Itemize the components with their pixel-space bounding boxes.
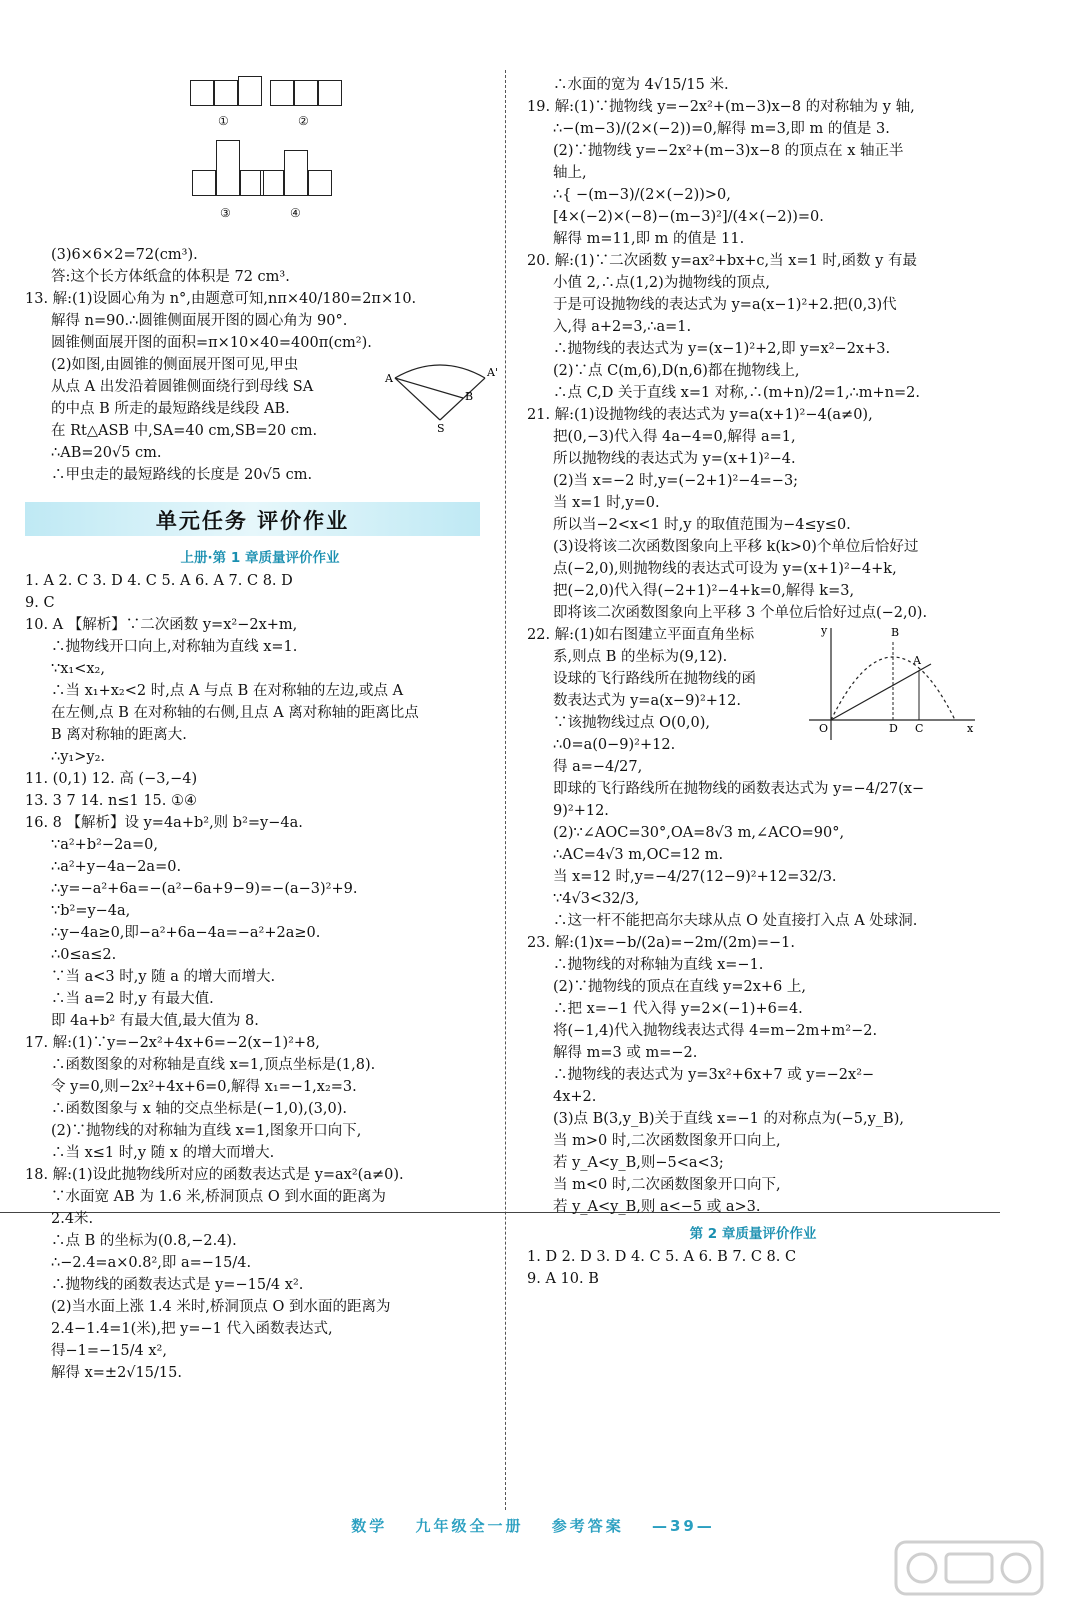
answer-line: (2)当 x=−2 时,y=(−2+1)²−4=−3; <box>553 473 799 489</box>
answer-line: ∴抛物线的函数表达式是 y=−15/4 x². <box>51 1277 304 1293</box>
answer-line: ∴y=−a²+6a=−(a²−6a+9−9)=−(a−3)²+9. <box>51 881 358 897</box>
answer-line: 若 y_A<y_B,则−5<a<3; <box>553 1155 724 1171</box>
answer-line: (3)设将该二次函数图象向上平移 k(k>0)个单位后恰好过 <box>553 539 919 555</box>
answer-line: ∴抛物线的表达式为 y=(x−1)²+2,即 y=x²−2x+3. <box>553 341 891 357</box>
answer-line: ∴−2.4=a×0.8²,即 a=−15/4. <box>51 1255 252 1271</box>
banner-title: 单元任务 评价作业 <box>155 509 350 533</box>
answer-line: ∴AC=4√3 m,OC=12 m. <box>553 847 724 863</box>
cone-unfolding-diagram <box>385 356 498 435</box>
answer-line: 11. (0,1) 12. 高 (−3,−4) <box>25 771 198 787</box>
answer-line: 令 y=0,则−2x²+4x+6=0,解得 x₁=−1,x₂=3. <box>51 1079 357 1095</box>
answer-line: ∴把 x=−1 代入得 y=2×(−1)+6=4. <box>553 1001 803 1017</box>
answer-line: 当 m<0 时,二次函数图象开口向下, <box>553 1177 781 1193</box>
answer-line: 10. A 【解析】∵二次函数 y=x²−2x+m, <box>25 617 298 633</box>
net-1 <box>190 80 270 106</box>
answer-line: 4x+2. <box>553 1089 597 1105</box>
answer-line: 所以抛物线的表达式为 y=(x+1)²−4. <box>553 451 796 467</box>
answer-line: 若 y_A<y_B,则 a<−5 或 a>3. <box>553 1199 761 1215</box>
answer-line: ∵x₁<x₂, <box>51 661 105 677</box>
footer-page-number: —39— <box>651 1517 715 1535</box>
answer-line: (2)∵抛物线 y=−2x²+(m−3)x−8 的顶点在 x 轴正半 <box>553 143 904 159</box>
answer-line: 轴上, <box>553 165 587 181</box>
answer-line: ∴a²+y−4a−2a=0. <box>51 859 182 875</box>
answer-line: ∴当 x₁+x₂<2 时,点 A 与点 B 在对称轴的左边,或点 A <box>51 683 404 699</box>
net-label-4: ④ <box>290 206 301 220</box>
problem-13-line: 13. 解:(1)设圆心角为 n°,由题意可知,nπ×40/180=2π×10. <box>25 291 417 307</box>
text-line: 在 Rt△ASB 中,SA=40 cm,SB=20 cm. <box>51 423 318 439</box>
left-column <box>25 74 498 1384</box>
answer-line: 所以当−2<x<1 时,y 的取值范围为−4≤y≤0. <box>553 517 851 533</box>
answer-line: 23. 解:(1)x=−b/(2a)=−2m/(2m)=−1. <box>527 935 796 951</box>
text-line: 圆锥侧面展开图的面积=π×10×40=400π(cm²). <box>51 335 372 351</box>
svg-text:B: B <box>465 390 474 403</box>
answer-line: ∴y−4a≥0,即−a²+6a−4a=−a²+2a≥0. <box>51 925 321 941</box>
answer-line: 9)²+12. <box>553 803 609 819</box>
text-line: ∴AB=20√5 cm. <box>51 445 162 461</box>
point-label-d: D <box>889 722 898 735</box>
answer-line: 将(−1,4)代入抛物线表达式得 4=m−2m+m²−2. <box>553 1023 878 1039</box>
watermark-logo <box>894 1540 1044 1596</box>
answer-line: 于是可设抛物线的表达式为 y=a(x−1)²+2.把(0,3)代 <box>553 297 897 313</box>
answer-line: 2.4米. <box>51 1211 94 1227</box>
text-line: 从点 A 出发沿着圆锥侧面绕行到母线 SA <box>51 379 314 395</box>
answer-line: 19. 解:(1)∵抛物线 y=−2x²+(m−3)x−8 的对称轴为 y 轴, <box>527 99 915 115</box>
answer-line: 即将该二次函数图象向上平移 3 个单位后恰好过点(−2,0). <box>553 605 928 621</box>
net-label-1: ① <box>218 114 229 128</box>
footer-subject: 数学 <box>351 1517 388 1535</box>
answer-line: 当 x=12 时,y=−4/27(12−9)²+12=32/3. <box>553 869 837 885</box>
answer-line: (2)∵抛物线的对称轴为直线 x=1,图象开口向下, <box>51 1123 362 1139</box>
axis-label-x: x <box>967 722 974 735</box>
answer-line: 设球的飞行路线所在抛物线的函 <box>553 671 756 687</box>
golf-parabola-diagram <box>809 624 979 742</box>
axis-label-y: y <box>821 624 828 637</box>
text-line: 答:这个长方体纸盒的体积是 72 cm³. <box>51 269 290 285</box>
answer-line: ∴当 x≤1 时,y 随 x 的增大而增大. <box>51 1145 275 1161</box>
section-subtitle-2: 第 2 章质量评价作业 <box>689 1226 817 1242</box>
answer-line: (2)∵点 C(m,6),D(n,6)都在抛物线上, <box>553 363 800 379</box>
cube-nets-figure <box>190 74 495 244</box>
net-label-3: ③ <box>220 206 231 220</box>
answer-line: 当 m>0 时,二次函数图象开口向上, <box>553 1133 781 1149</box>
answer-line: 即球的飞行路线所在抛物线的函数表达式为 y=−4/27(x− <box>553 781 925 797</box>
answer-line: ∴点 C,D 关于直线 x=1 对称,∴(m+n)/2=1,∴m+n=2. <box>553 385 921 401</box>
answer-line: 9. A 10. B <box>527 1271 599 1287</box>
answer-line: 得 a=−4/27, <box>553 759 643 775</box>
answer-line: ∴−(m−3)/(2×(−2))=0,解得 m=3,即 m 的值是 3. <box>553 121 890 137</box>
answer-line: 得−1=−15/4 x², <box>51 1343 167 1359</box>
footer-answers: 参考答案 <box>551 1517 624 1535</box>
answer-line: [4×(−2)×(−8)−(m−3)²]/(4×(−2))=0. <box>553 209 824 225</box>
net-label-2: ② <box>298 114 309 128</box>
point-label-a: A <box>913 654 921 667</box>
answer-line: 16. 8 【解析】设 y=4a+b²,则 b²=y−4a. <box>25 815 303 831</box>
answer-line: ∵水面宽 AB 为 1.6 米,桥洞顶点 O 到水面的距离为 <box>51 1189 386 1205</box>
answer-line: 1. A 2. C 3. D 4. C 5. A 6. A 7. C 8. D <box>25 573 293 589</box>
answer-line: 9. C <box>25 595 55 611</box>
answer-line: 18. 解:(1)设此抛物线所对应的函数表达式是 y=ax²(a≠0). <box>25 1167 404 1183</box>
point-label-o: O <box>819 722 829 735</box>
net-4 <box>260 170 340 196</box>
answer-line: 小值 2,∴点(1,2)为抛物线的顶点, <box>553 275 770 291</box>
answer-line: ∴抛物线的表达式为 y=3x²+6x+7 或 y=−2x²− <box>553 1067 875 1083</box>
svg-text:S: S <box>437 422 445 435</box>
answer-line: 解得 m=11,即 m 的值是 11. <box>553 231 745 247</box>
answer-line: ∴水面的宽为 4√15/15 米. <box>553 77 729 93</box>
answer-line: 在左侧,点 B 在对称轴的右侧,且点 A 离对称轴的距离比点 <box>51 705 419 721</box>
answer-line: 2.4−1.4=1(米),把 y=−1 代入函数表达式, <box>51 1321 333 1337</box>
answer-line: 把(0,−3)代入得 4a−4=0,解得 a=1, <box>553 429 796 445</box>
answer-line: 系,则点 B 的坐标为(9,12). <box>553 649 728 665</box>
right-column <box>527 74 979 1290</box>
answer-line: 解得 x=±2√15/15. <box>51 1365 182 1381</box>
answer-line: ∴0≤a≤2. <box>51 947 117 963</box>
answer-line: 解得 m=3 或 m=−2. <box>553 1045 698 1061</box>
answer-line: ∵b²=y−4a, <box>51 903 131 919</box>
answer-line: 1. D 2. D 3. D 4. C 5. A 6. B 7. C 8. C <box>527 1249 797 1265</box>
answer-line: 入,得 a+2=3,∴a=1. <box>553 319 692 335</box>
answer-line: ∵4√3<32/3, <box>553 891 640 907</box>
point-label-c: C <box>915 722 924 735</box>
text-line: 解得 n=90.∴圆锥侧面展开图的圆心角为 90°. <box>51 313 348 329</box>
page-footer <box>0 1515 1066 1536</box>
text-line: 的中点 B 所走的最短路线是线段 AB. <box>51 401 290 417</box>
answer-line: 21. 解:(1)设抛物线的表达式为 y=a(x+1)²−4(a≠0), <box>527 407 873 423</box>
answer-line: (2)当水面上涨 1.4 米时,桥洞顶点 O 到水面的距离为 <box>51 1299 391 1315</box>
answer-line: ∴当 a=2 时,y 有最大值. <box>51 991 214 1007</box>
answer-line: (2)∵抛物线的顶点在直线 y=2x+6 上, <box>553 979 806 995</box>
footer-grade: 九年级全一册 <box>415 1517 524 1535</box>
answer-line: ∵a²+b²−2a=0, <box>51 837 158 853</box>
answer-line: ∴抛物线的对称轴为直线 x=−1. <box>553 957 764 973</box>
answer-line: (2)∵∠AOC=30°,OA=8√3 m,∠ACO=90°, <box>553 825 845 841</box>
section-banner <box>25 502 480 536</box>
answer-line: 即 4a+b² 有最大值,最大值为 8. <box>51 1013 259 1029</box>
answer-line: 把(−2,0)代入得(−2+1)²−4+k=0,解得 k=3, <box>553 583 855 599</box>
answer-line: ∴0=a(0−9)²+12. <box>553 737 676 753</box>
answer-line: ∴{ −(m−3)/(2×(−2))>0, <box>553 187 731 203</box>
answer-line: (3)点 B(3,y_B)关于直线 x=−1 的对称点为(−5,y_B), <box>553 1111 904 1127</box>
column-divider <box>505 70 506 1510</box>
answer-line: 20. 解:(1)∵二次函数 y=ax²+bx+c,当 x=1 时,函数 y 有最 <box>527 253 917 269</box>
answer-line: ∴点 B 的坐标为(0.8,−2.4). <box>51 1233 237 1249</box>
answer-line: 22. 解:(1)如右图建立平面直角坐标 <box>527 627 755 643</box>
answer-line: 点(−2,0),则抛物线的表达式可设为 y=(x+1)²−4+k, <box>553 561 897 577</box>
answer-line: ∴抛物线开口向上,对称轴为直线 x=1. <box>51 639 298 655</box>
net-2 <box>270 80 350 106</box>
svg-text:A: A <box>385 372 393 385</box>
answer-line: ∴y₁>y₂. <box>51 749 105 765</box>
answer-line: ∵当 a<3 时,y 随 a 的增大而增大. <box>51 969 276 985</box>
text-line: (3)6×6×2=72(cm³). <box>51 247 198 263</box>
answer-line: 数表达式为 y=a(x−9)²+12. <box>553 693 741 709</box>
point-label-b: B <box>891 626 900 639</box>
answer-line: 当 x=1 时,y=0. <box>553 495 660 511</box>
answer-line: ∴这一杆不能把高尔夫球从点 O 处直接打入点 A 处球洞. <box>553 913 918 929</box>
answer-line: B 离对称轴的距离大. <box>51 727 187 743</box>
problem-22-block <box>527 624 979 778</box>
answer-line: ∴函数图象与 x 轴的交点坐标是(−1,0),(3,0). <box>51 1101 348 1117</box>
section-subtitle: 上册·第 1 章质量评价作业 <box>180 550 340 566</box>
text-line: ∴甲虫走的最短路线的长度是 20√5 cm. <box>51 467 313 483</box>
text-line: (2)如图,由圆锥的侧面展开图可见,甲虫 <box>51 357 299 373</box>
answer-line: 13. 3 7 14. n≤1 15. ①④ <box>25 793 197 809</box>
answer-line: 17. 解:(1)∵y=−2x²+4x+6=−2(x−1)²+8, <box>25 1035 320 1051</box>
svg-text:A': A' <box>487 366 498 379</box>
answer-line: ∴函数图象的对称轴是直线 x=1,顶点坐标是(1,8). <box>51 1057 376 1073</box>
answer-line: ∵该抛物线过点 O(0,0), <box>553 715 710 731</box>
